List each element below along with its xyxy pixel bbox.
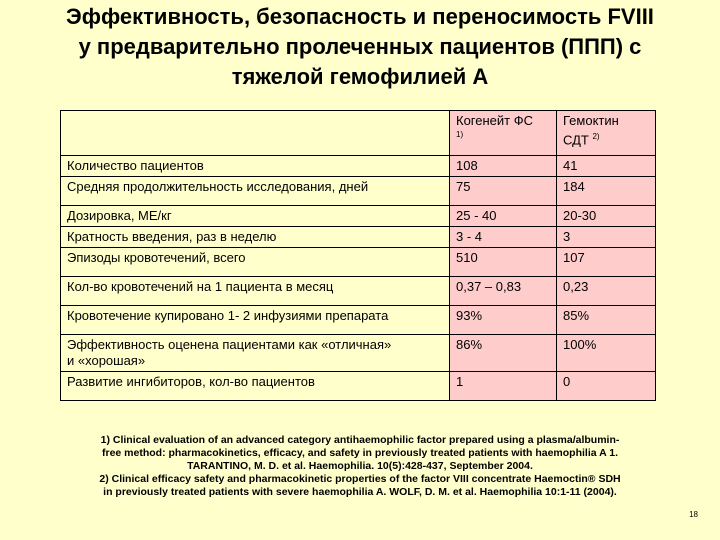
footnotes: [40, 434, 680, 499]
row-label: Дозировка, МЕ/кг: [61, 206, 450, 227]
title-line-1: Эффективность, безопасность и переносимость FVIII: [66, 4, 654, 29]
row-label: Кратность введения, раз в неделю: [61, 227, 450, 248]
header-haemoctin: Гемоктин СДТ $^{2)}$: [557, 111, 656, 156]
table-row: [61, 372, 656, 401]
table-row: [61, 277, 656, 306]
title-line-2: у предварительно пролеченных пациентов (ППП) с: [78, 34, 642, 59]
footnote-line: TARANTINO, M. D. et al. Haemophilia. 10(5):428-437, September 2004.: [187, 460, 533, 472]
row-value-haemoctin: 0,23: [557, 277, 656, 306]
footnote-line: 2) Clinical efficacy safety and pharmacokinetic properties of the factor VIII concentrate Haemoctin® SDH: [99, 473, 621, 485]
header-empty-cell: [61, 111, 450, 156]
table-row: [61, 248, 656, 277]
table-row: [61, 306, 656, 335]
table-row: [61, 227, 656, 248]
row-value-haemoctin: 100%: [557, 335, 656, 372]
row-label: Средняя продолжительность исследования, дней: [61, 177, 450, 206]
row-label: Эпизоды кровотечений, всего: [61, 248, 450, 277]
footnote-line: in previously treated patients with severe haemophilia A. WOLF, D. M. et al. Haemophilia 10:1-11 (2004).: [103, 486, 617, 498]
title-line-3: тяжелой гемофилией А: [231, 64, 489, 89]
row-value-kogenate: 1: [450, 372, 557, 401]
page-title: [0, 2, 720, 92]
row-value-kogenate: 93%: [450, 306, 557, 335]
row-label: Кровотечение купировано 1- 2 инфузиями препарата: [61, 306, 450, 335]
header-kogenate: Когенейт ФС 1): [450, 111, 557, 156]
row-value-kogenate: 86%: [450, 335, 557, 372]
page-number: 18: [689, 510, 698, 519]
table-row: [61, 177, 656, 206]
row-label: Эффективность оценена пациентами как «отличная» и «хорошая»: [61, 335, 450, 372]
row-value-haemoctin: 85%: [557, 306, 656, 335]
footnote-ref-2: 2): [592, 132, 600, 141]
row-value-haemoctin: 41: [557, 156, 656, 177]
row-value-kogenate: 0,37 – 0,83: [450, 277, 557, 306]
footnote-ref-1: 1): [456, 130, 464, 139]
row-value-kogenate: 108: [450, 156, 557, 177]
footnote-line: 1) Clinical evaluation of an advanced category antihaemophilic factor prepared using a plasma/albumin-: [100, 434, 620, 446]
footnote-line: free method: pharmacokinetics, efficacy, and safety in previously treated patients with haemophilia A 1.: [101, 447, 618, 459]
table-row: [61, 206, 656, 227]
row-value-kogenate: 510: [450, 248, 557, 277]
table-row: [61, 156, 656, 177]
table-row: [61, 335, 656, 372]
row-label: Количество пациентов: [61, 156, 450, 177]
row-label: Развитие ингибиторов, кол-во пациентов: [61, 372, 450, 401]
row-value-kogenate: 25 - 40: [450, 206, 557, 227]
row-value-kogenate: 3 - 4: [450, 227, 557, 248]
row-value-kogenate: 75: [450, 177, 557, 206]
row-value-haemoctin: 3: [557, 227, 656, 248]
row-label: Кол-во кровотечений на 1 пациента в месяц: [61, 277, 450, 306]
table-header-row: [61, 111, 656, 156]
row-value-haemoctin: 0: [557, 372, 656, 401]
row-value-haemoctin: 20-30: [557, 206, 656, 227]
row-value-haemoctin: 184: [557, 177, 656, 206]
comparison-table: [60, 110, 656, 401]
row-value-haemoctin: 107: [557, 248, 656, 277]
